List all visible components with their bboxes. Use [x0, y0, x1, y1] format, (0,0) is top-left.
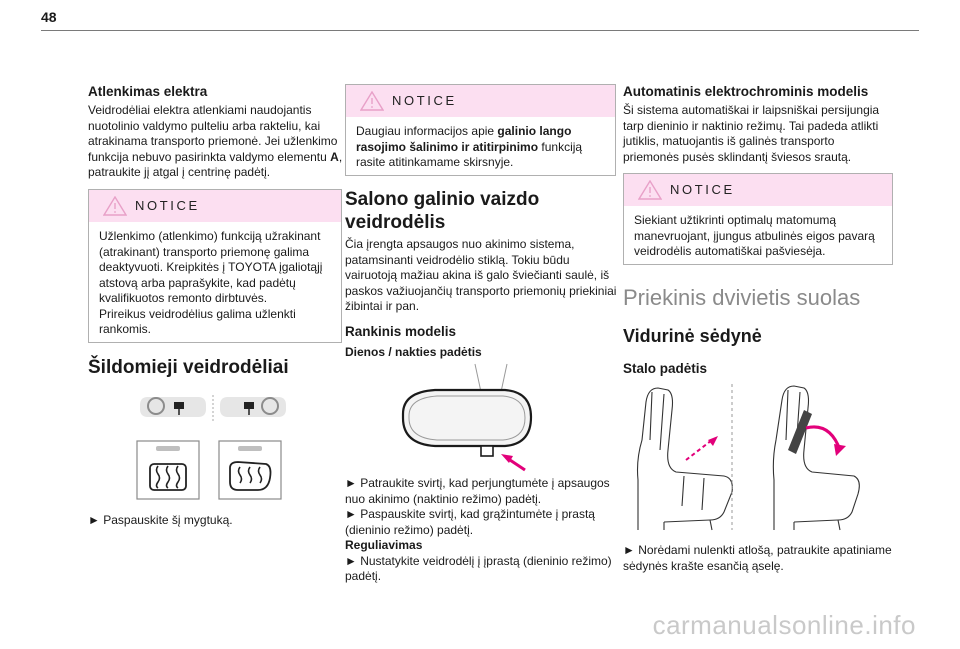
notice-header: [624, 174, 892, 206]
interior-mirror-text: Čia įrengta apsaugos nuo akinimo sistema, patamsinanti veidrodėlio stiklą. Tokiu būdu vairuotoją mažiau akina iš galo šviečianti saulė, iš paskos važiuojančių transporto priemonių priekiniai žibintai ir pan.: [345, 237, 617, 313]
heading-interior-mirror: Salono galinio vaizdo veidrodėlis: [345, 189, 540, 233]
notice-box-folding: [88, 189, 342, 343]
notice-body: Siekiant užtikrinti optimalų matomumą manevruojant, įjungus atbulinės eigos pavarą veidrodėlis automatiškai pašviesėja.: [634, 213, 875, 258]
subsection-title: Vidurinė sėdynė: [623, 326, 762, 346]
heading-heated-mirrors: Šildomieji veidrodėliai: [88, 357, 289, 378]
step-adjust: ► Nustatykite veidrodėlį į įprastą (dieninio režimo) padėtį.: [345, 553, 612, 583]
heading-folding: Atlenkimas elektra: [88, 84, 208, 99]
notice-body: Daugiau informacijos apie galinio lango rasojimo šalinimo ir atitirpinimo funkciją rasite atitinkamame skirsnyje.: [356, 124, 583, 169]
heading-adjustment: Reguliavimas: [345, 538, 423, 552]
auto-model-text: Ši sistema automatiškai ir laipsniškai persijungia tarp dieninio ir naktinio režimų. Tai padeda atlikti jutiklis, matuojantis iš galinės transporto priemonės pusės sklindantį šviesos srautą.: [623, 103, 880, 164]
header-rule: [41, 30, 919, 31]
heading-auto-model: Automatinis elektrochrominis modelis: [623, 84, 869, 99]
notice-title: NOTICE: [135, 198, 200, 213]
warning-triangle-icon: [638, 180, 662, 200]
heading-day-night: Dienos / nakties padėtis: [345, 345, 482, 359]
notice-box-reverse: [623, 173, 893, 265]
notice-header: [89, 190, 341, 222]
watermark: carmanualsonline.info: [652, 610, 916, 640]
notice-paragraph: Prireikus veidrodėlius galima užlenkti rankomis.: [99, 306, 296, 336]
rear-defrost-icon[interactable]: [136, 440, 200, 500]
seat-icon: [624, 380, 864, 535]
notice-title: NOTICE: [392, 93, 457, 108]
rear-view-mirror-icon: [395, 362, 535, 472]
instruction-press-button: ► Paspauskite šį mygtuką.: [88, 513, 233, 527]
mirror-defrost-icon[interactable]: [218, 440, 282, 500]
heading-manual-model: Rankinis modelis: [345, 324, 457, 339]
step-day: ► Paspauskite svirtį, kad grąžintumėte į prastą (dieninio režimo) padėtį.: [345, 507, 595, 537]
notice-paragraph: Užlenkimo (atlenkimo) funkciją užrakinant (atrakinant) transporto priemonę galima deaktyvuoti. Kreipkitės į TOYOTA įgaliotąjį atstovą arba paprašykite, kad padėtų kvalifikuotos remonto dirbtuvės.: [99, 229, 323, 305]
heading-table-position: Stalo padėtis: [623, 361, 708, 376]
warning-triangle-icon: [360, 91, 384, 111]
notice-title: NOTICE: [670, 182, 735, 197]
section-title: Priekinis dvivietis suolas: [623, 285, 861, 310]
step-night: ► Patraukite svirtį, kad perjungtumėte į apsaugos nuo akinimo (naktinio režimo) padėtį.: [345, 476, 610, 506]
notice-body: [89, 222, 341, 344]
folding-text: Veidrodėliai elektra atlenkiami naudojantis nuotolinio valdymo pulteliu arba rakteliu, kai atrakinama transporto priemonė. Jei užlenkimo funkcija nebuvo pasirinkta valdymo elementu A, patraukite jį atgal į centrinę padėtį.: [88, 103, 343, 179]
warning-triangle-icon: [103, 196, 127, 216]
instruction-fold-backrest: ► Norėdami nulenkti atlošą, patraukite apatiniame sėdynės krašte esančią ąselę.: [623, 543, 892, 573]
steering-wheel-icon: [138, 393, 288, 423]
page-number: 48: [41, 9, 57, 25]
notice-box-defrost: [345, 84, 616, 176]
manual-steps: [345, 476, 617, 585]
notice-header: [346, 85, 615, 117]
